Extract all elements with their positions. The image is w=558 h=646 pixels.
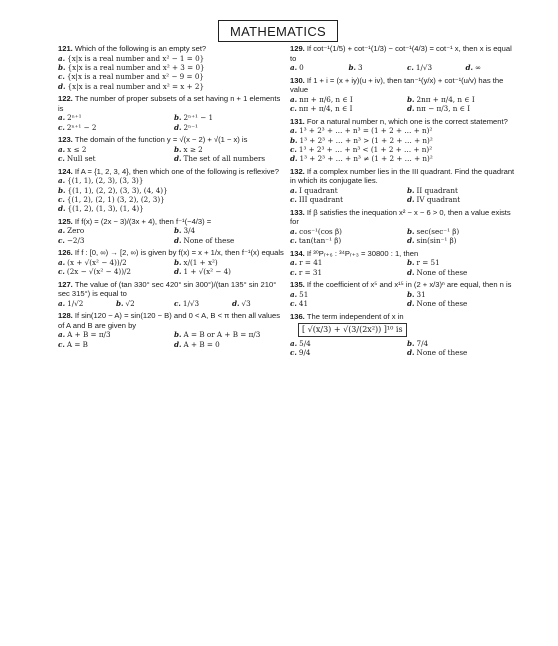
question-stem <box>58 311 286 330</box>
option-list <box>58 176 286 214</box>
option-text: {(1, 2), (1, 3), (1, 4)} <box>67 204 144 214</box>
answer-option <box>58 145 170 154</box>
option-text: The set of all numbers <box>183 154 266 164</box>
option-list <box>290 290 520 309</box>
question-stem <box>58 217 286 227</box>
option-text: 2ⁿ⁺¹ <box>67 113 82 123</box>
option-letter: a. <box>58 144 66 154</box>
option-text: 2nπ + π/4, n ∈ I <box>416 94 475 104</box>
question-text: If A = {1, 2, 3, 4}, then which one of the following is reflexive? <box>74 166 279 176</box>
option-letter: c. <box>58 195 65 205</box>
option-text: (x + √(x² − 4))/2 <box>67 257 127 267</box>
option-letter: b. <box>407 186 415 195</box>
option-text: 1³ + 2³ + … + n³ ≠ (1 + 2 + … + n)² <box>299 154 433 164</box>
answer-option <box>58 72 286 81</box>
answer-option <box>290 104 403 113</box>
option-list <box>290 258 520 277</box>
option-letter: b. <box>174 113 182 123</box>
option-letter: a. <box>58 176 66 186</box>
option-list <box>58 258 286 277</box>
option-text: √2 <box>125 298 135 308</box>
question-number: 127. <box>58 279 75 289</box>
answer-option <box>407 104 520 113</box>
option-letter: b. <box>290 135 298 145</box>
option-list <box>58 330 286 349</box>
answer-option <box>116 299 170 308</box>
question-stem <box>290 117 520 127</box>
option-text: {x|x is a real number and x² = x + 2} <box>67 81 205 91</box>
option-letter: c. <box>290 236 297 246</box>
question-item <box>290 167 520 205</box>
answer-option <box>174 145 286 154</box>
option-letter: a. <box>58 257 66 267</box>
question-stem <box>58 248 286 258</box>
question-text: If ³⁰Pᵣ₊₆ : ³⁴Pᵣ₊₃ = 30800 : 1, then <box>306 248 419 258</box>
question-item <box>58 248 286 276</box>
option-text: −2/3 <box>66 235 85 245</box>
answer-option <box>58 258 170 267</box>
answer-option <box>174 123 286 132</box>
option-text: 5/4 <box>299 338 311 348</box>
answer-option <box>58 154 170 163</box>
option-list <box>290 227 520 246</box>
option-letter: b. <box>348 63 357 73</box>
option-list <box>58 299 286 308</box>
answer-option <box>407 186 520 195</box>
option-letter: a. <box>58 53 66 63</box>
option-text: 41 <box>298 299 309 309</box>
answer-option <box>58 123 170 132</box>
option-letter: b. <box>58 185 66 195</box>
answer-option <box>407 299 520 308</box>
question-text: The value of (tan 330° sec 420° sin 300°)/(tan 135° sin 210° sec 315°) is equal to <box>58 279 277 299</box>
answer-option <box>407 268 520 277</box>
option-letter: c. <box>174 298 181 308</box>
answer-option <box>407 236 520 245</box>
option-letter: a. <box>290 126 298 136</box>
option-letter: d. <box>407 104 415 114</box>
option-letter: d. <box>174 267 182 277</box>
option-text: nπ + π/6, n ∈ I <box>299 94 353 104</box>
answer-option <box>349 63 404 72</box>
option-text: I quadrant <box>299 186 338 195</box>
option-text: 1/√3 <box>415 63 433 73</box>
question-number: 129. <box>290 44 307 53</box>
option-letter: d. <box>407 195 415 205</box>
question-stem <box>58 44 286 54</box>
question-number: 136. <box>290 311 307 321</box>
question-text: The domain of the function y = √(x − 2) + √(1 − x) is <box>74 135 248 145</box>
answer-option <box>174 154 286 163</box>
option-text: {x|x is a real number and x² − 9 = 0} <box>66 72 204 82</box>
answer-option <box>290 299 403 308</box>
answer-option <box>58 226 170 235</box>
option-list <box>58 54 286 92</box>
answer-option <box>58 330 170 339</box>
answer-option <box>290 154 520 163</box>
option-letter: d. <box>407 236 415 246</box>
option-letter: d. <box>174 339 182 349</box>
option-letter: d. <box>407 267 415 277</box>
option-letter: c. <box>290 104 297 114</box>
option-text: 1³ + 2³ + … + n³ > (1 + 2 + … + n)² <box>299 135 433 145</box>
option-text: 2ⁿ⁺¹ − 1 <box>183 113 214 123</box>
question-stem <box>290 44 520 63</box>
option-letter: b. <box>174 144 182 154</box>
option-letter: c. <box>290 145 297 154</box>
answer-option <box>407 348 520 357</box>
question-number: 122. <box>58 94 75 104</box>
answer-option <box>407 339 520 348</box>
answer-option <box>58 63 286 72</box>
question-stem <box>58 280 286 299</box>
option-text: sin(sin⁻¹ β) <box>416 236 457 246</box>
option-text: 31 <box>416 289 426 299</box>
question-item <box>58 311 286 349</box>
option-text: 3 <box>358 63 363 73</box>
question-item <box>58 167 286 214</box>
answer-option <box>58 340 170 349</box>
question-text: The term independent of x in <box>306 311 404 321</box>
answer-option <box>58 204 286 213</box>
answer-option <box>174 236 286 245</box>
option-text: nπ − π/3, n ∈ I <box>416 104 471 114</box>
answer-option <box>290 236 403 245</box>
question-number: 130. <box>290 75 307 85</box>
option-letter: b. <box>174 226 182 236</box>
option-letter: b. <box>407 289 415 299</box>
question-item <box>58 94 286 132</box>
option-text: None of these <box>416 267 468 277</box>
option-text: Null set <box>66 154 96 164</box>
answer-option <box>290 195 403 204</box>
question-text: If cot⁻¹(1/5) + cot⁻¹(1/3) − cot⁻¹(4/3) = cot⁻¹ x, then x is equal to <box>290 44 512 63</box>
answer-option <box>58 176 286 185</box>
answer-option <box>58 54 286 63</box>
answer-option <box>58 299 112 308</box>
option-text: 1 + √(x² − 4) <box>183 267 231 277</box>
option-text: {(1, 1), (2, 2), (3, 3), (4, 4)} <box>67 185 168 195</box>
option-letter: d. <box>407 348 415 358</box>
option-text: 1/√3 <box>182 298 200 308</box>
answer-option <box>407 195 520 204</box>
option-text: nπ + π/4, n ∈ I <box>298 104 353 114</box>
option-letter: d. <box>174 235 182 245</box>
question-stem <box>58 94 286 113</box>
right-column <box>290 44 520 361</box>
answer-option <box>290 348 403 357</box>
answer-option <box>290 63 345 72</box>
option-letter: b. <box>407 338 415 348</box>
answer-option <box>407 63 462 72</box>
option-text: 1³ + 2³ + … + n³ < (1 + 2 + … + n)² <box>298 145 433 154</box>
option-text: x ≤ 2 <box>67 144 87 154</box>
question-text: If f(x) = (2x − 3)/(3x + 4), then f⁻¹(−4/3) = <box>74 216 212 226</box>
option-text: tan(tan⁻¹ β) <box>298 236 342 246</box>
question-stem <box>290 280 520 290</box>
option-letter: c. <box>58 267 65 277</box>
option-letter: a. <box>290 289 298 299</box>
question-item <box>58 280 286 309</box>
answer-option <box>58 236 170 245</box>
option-text: None of these <box>416 299 468 309</box>
option-text: 7/4 <box>416 338 429 348</box>
answer-option <box>58 267 170 276</box>
question-text: If the coefficient of x⁵ and x¹⁵ in (2 + x/3)ⁿ are equal, then n is <box>306 280 512 290</box>
option-letter: b. <box>58 63 66 72</box>
question-item <box>290 249 520 277</box>
option-text: A + B = 0 <box>183 339 220 349</box>
option-text: sec(sec⁻¹ β) <box>416 227 460 236</box>
question-item <box>58 135 286 163</box>
answer-option <box>407 95 520 104</box>
option-text: r = 51 <box>416 258 440 268</box>
option-letter: a. <box>58 226 66 236</box>
option-list <box>290 186 520 205</box>
option-text: 2ⁿ⁺¹ − 2 <box>66 122 97 132</box>
option-text: None of these <box>416 348 468 358</box>
question-number: 126. <box>58 248 75 258</box>
option-text: 3/4 <box>183 226 196 236</box>
page-title: MATHEMATICS <box>218 20 338 42</box>
answer-option <box>58 82 286 91</box>
option-letter: a. <box>290 63 298 73</box>
option-letter: d. <box>58 81 66 91</box>
option-text: x/(1 + x²) <box>183 257 218 267</box>
answer-option <box>290 145 520 154</box>
answer-option <box>290 186 403 195</box>
question-item <box>290 280 520 308</box>
option-list <box>290 126 520 164</box>
option-letter: c. <box>290 348 297 358</box>
question-stem <box>290 312 520 322</box>
option-list <box>290 339 520 358</box>
left-column <box>58 44 286 352</box>
option-letter: c. <box>290 195 297 205</box>
option-letter: d. <box>465 63 474 73</box>
option-text: {x|x is a real number and x² + 3 = 0} <box>67 63 205 72</box>
option-letter: c. <box>290 267 297 277</box>
question-number: 131. <box>290 116 307 126</box>
answer-option <box>58 113 170 122</box>
question-stem <box>58 167 286 177</box>
option-text: 2ⁿ⁻¹ <box>183 122 198 132</box>
answer-option <box>174 258 286 267</box>
option-text: None of these <box>183 235 235 245</box>
option-text: cos⁻¹(cos β) <box>299 227 342 236</box>
question-number: 124. <box>58 166 75 176</box>
question-number: 128. <box>58 311 75 321</box>
answer-option <box>174 299 228 308</box>
option-letter: b. <box>407 227 415 236</box>
answer-option <box>58 186 286 195</box>
answer-option <box>290 258 403 267</box>
option-letter: b. <box>174 330 182 340</box>
answer-option <box>290 290 403 299</box>
option-letter: c. <box>407 63 414 73</box>
option-text: A = B or A + B = π/3 <box>183 330 261 340</box>
answer-option <box>407 227 520 236</box>
question-text: If 1 + i = (x + iy)(u + iv), then tan⁻¹(y/x) + cot⁻¹(u/v) has the value <box>290 75 504 95</box>
answer-option <box>290 126 520 135</box>
option-letter: c. <box>58 122 65 132</box>
option-text: (2x − √(x² − 4))/2 <box>66 267 131 277</box>
option-text: r = 41 <box>299 258 323 268</box>
option-text: A + B = π/3 <box>67 330 111 340</box>
option-letter: a. <box>58 113 66 123</box>
option-text: 51 <box>299 289 309 299</box>
option-text: IV quadrant <box>416 195 461 205</box>
question-item <box>290 44 520 73</box>
option-letter: c. <box>58 72 65 82</box>
option-letter: c. <box>290 299 297 309</box>
option-text: ∞ <box>475 63 482 73</box>
question-number: 133. <box>290 207 307 217</box>
option-text: {(1, 2), (2, 1) (3, 2), (2, 3)} <box>66 195 165 205</box>
option-letter: d. <box>174 154 182 164</box>
answer-option <box>290 339 403 348</box>
question-item <box>58 217 286 245</box>
option-text: √3 <box>241 298 251 308</box>
option-letter: a. <box>58 330 66 340</box>
answer-option <box>174 267 286 276</box>
answer-option <box>58 195 286 204</box>
question-number: 135. <box>290 280 307 290</box>
option-letter: d. <box>290 154 298 164</box>
question-stem <box>58 135 286 145</box>
question-item <box>290 312 520 358</box>
option-letter: c. <box>58 339 65 349</box>
option-text: {(1, 1), (2, 3), (3, 3)} <box>67 176 144 186</box>
option-letter: d. <box>407 299 415 309</box>
option-list <box>58 113 286 132</box>
option-letter: d. <box>174 122 182 132</box>
answer-option <box>174 330 286 339</box>
question-stem <box>290 208 520 227</box>
question-text: If f : [0, ∞) → [2, ∞) is given by f(x) = x + 1/x, then f⁻¹(x) equals <box>74 248 284 258</box>
option-letter: d. <box>58 204 66 214</box>
question-number: 134. <box>290 248 307 258</box>
answer-option <box>466 63 521 72</box>
question-text: The number of proper subsets of a set having n + 1 elements is <box>58 94 281 113</box>
answer-option <box>174 340 286 349</box>
option-letter: b. <box>116 298 124 308</box>
option-letter: b. <box>174 257 182 267</box>
option-letter: c. <box>58 235 65 245</box>
option-text: Zero <box>67 226 85 236</box>
option-text: II quadrant <box>416 186 458 195</box>
question-text: If sin(120 − A) = sin(120 − B) and 0 < A, B < π then all values of A and B are given by <box>58 311 281 330</box>
option-text: 9/4 <box>298 348 311 358</box>
option-letter: a. <box>290 227 298 236</box>
answer-option <box>232 299 286 308</box>
option-text: 0 <box>299 63 304 73</box>
option-letter: a. <box>290 338 298 348</box>
answer-option <box>407 258 520 267</box>
question-stem <box>290 249 520 259</box>
question-item <box>58 44 286 91</box>
question-stem <box>290 167 520 186</box>
option-letter: b. <box>407 94 415 104</box>
question-text: If β satisfies the inequation x² − x − 6 > 0, then a value exists for <box>290 207 511 227</box>
option-list <box>290 63 520 72</box>
math-expression: [ √(x/3) + √(3/(2x²)) ]¹⁰ is <box>298 323 407 337</box>
option-text: 1³ + 2³ + … + n³ = (1 + 2 + … + n)² <box>299 126 433 136</box>
option-text: x ≥ 2 <box>183 144 203 154</box>
answer-option <box>174 113 286 122</box>
question-number: 125. <box>58 216 75 226</box>
answer-option <box>290 95 403 104</box>
question-number: 132. <box>290 166 307 176</box>
option-text: III quadrant <box>298 195 344 205</box>
question-text: For a natural number n, which one is the correct statement? <box>306 116 508 126</box>
option-letter: a. <box>290 258 298 268</box>
question-number: 121. <box>58 44 75 53</box>
option-letter: a. <box>58 298 66 308</box>
option-list <box>290 95 520 114</box>
option-text: A = B <box>66 339 88 349</box>
question-item <box>290 117 520 164</box>
answer-option <box>407 290 520 299</box>
option-list <box>58 145 286 164</box>
option-letter: a. <box>290 186 298 195</box>
question-item <box>290 208 520 246</box>
question-text: Which of the following is an empty set? <box>74 44 207 53</box>
answer-option <box>290 136 520 145</box>
option-letter: d. <box>232 298 240 308</box>
answer-option <box>290 268 403 277</box>
option-letter: a. <box>290 94 298 104</box>
option-letter: b. <box>407 258 415 268</box>
answer-option <box>290 227 403 236</box>
question-text: If a complex number lies in the III quadrant. Find the quadrant in which its conjugate lies. <box>290 166 515 186</box>
answer-option <box>174 226 286 235</box>
option-letter: c. <box>58 154 65 164</box>
option-list <box>58 226 286 245</box>
option-text: 1/√2 <box>67 298 84 308</box>
option-text: r = 31 <box>298 267 323 277</box>
question-stem <box>290 76 520 95</box>
option-text: {x|x is a real number and x² − 1 = 0} <box>67 53 205 63</box>
question-number: 123. <box>58 135 75 145</box>
question-item <box>290 76 520 114</box>
